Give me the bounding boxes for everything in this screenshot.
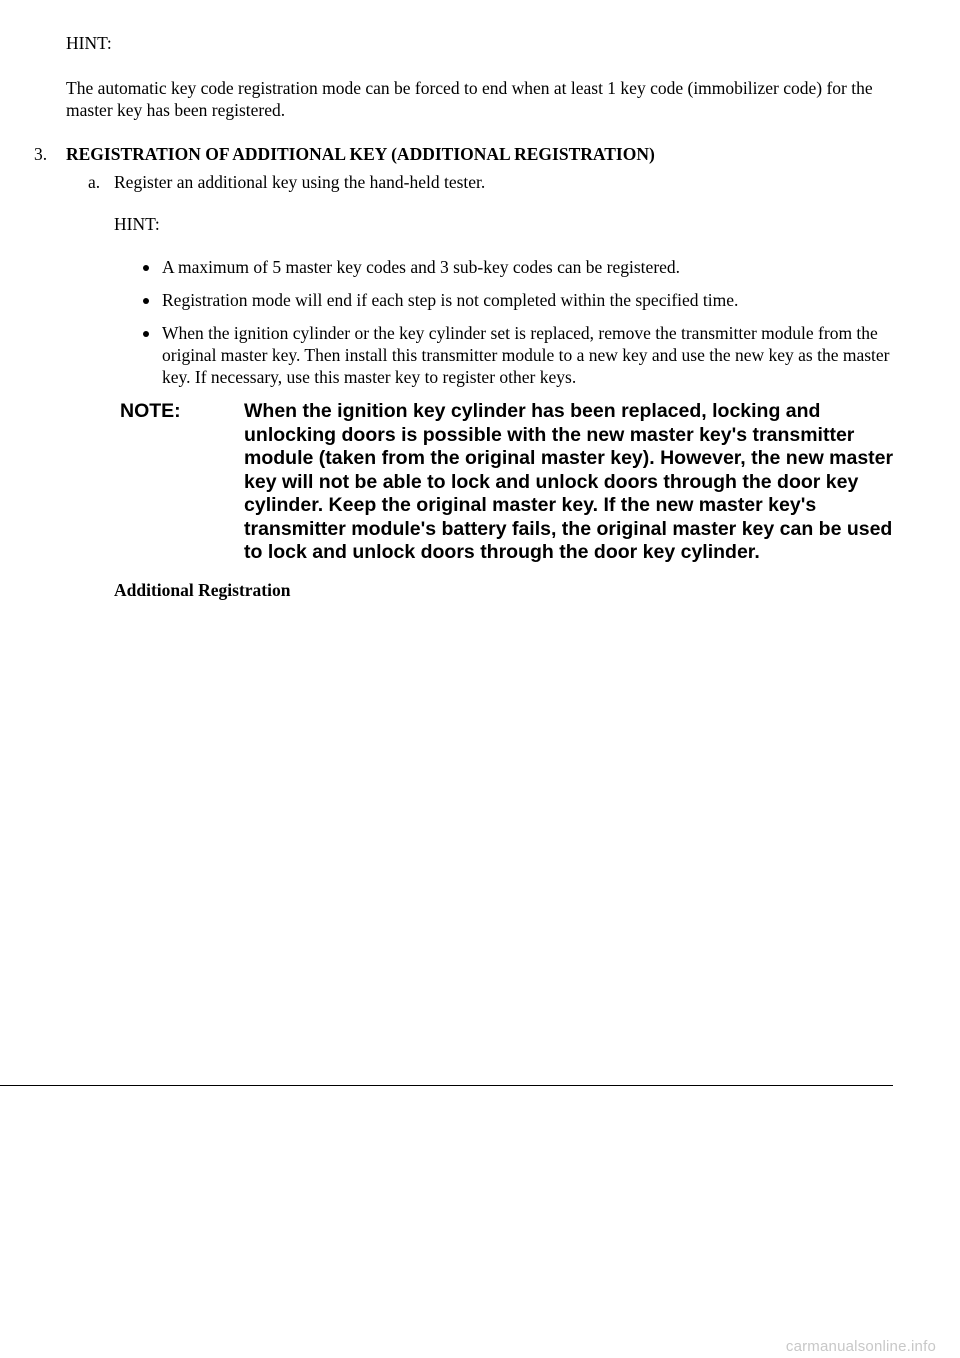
step-3-heading (34, 143, 914, 165)
hint-label-top: HINT: (66, 33, 112, 53)
list-item: When the ignition cylinder or the key cylinder set is replaced, remove the transmitter module from the original master key. Then install this transmitter module to a new key and use the new key as the master key. If necessary, use this master key to register other keys. (140, 322, 900, 388)
step-number: 3. (34, 144, 48, 164)
hint-text-top: The automatic key code registration mode can be forced to end when at least 1 key code (immobilizer code) for the master key has been registered. (66, 78, 873, 120)
hint-bullet-list (140, 256, 900, 399)
substep-text: Register an additional key using the hand-held tester. (114, 172, 486, 192)
bullet-icon (143, 331, 149, 337)
list-item: A maximum of 5 master key codes and 3 sub-key codes can be registered. (140, 256, 900, 278)
horizontal-divider (0, 1085, 893, 1086)
list-item: Registration mode will end if each step is not completed within the specified time. (140, 289, 900, 311)
bullet-icon (143, 298, 149, 304)
note-label: NOTE: (120, 400, 181, 422)
step-title: REGISTRATION OF ADDITIONAL KEY (ADDITIONAL REGISTRATION) (66, 144, 655, 164)
note-text: When the ignition key cylinder has been replaced, locking and unlocking doors is possible with the new master key's transmitter module (taken from the original master key). However, the new master key will not be able to lock and unlock doors through the door key cylinder. Keep the original master key. If the new master key's transmitter module's battery fails, the original master key can be used to lock and unlock doors through the door key cylinder. (244, 400, 894, 563)
watermark-text: carmanualsonline.info (785, 1338, 936, 1355)
substep-letter: a. (88, 172, 101, 192)
hint-label-bottom: HINT: (114, 214, 160, 234)
section-heading: Additional Registration (114, 580, 291, 600)
bullet-icon (143, 265, 149, 271)
note-block (120, 400, 900, 565)
substep-a (88, 171, 908, 193)
